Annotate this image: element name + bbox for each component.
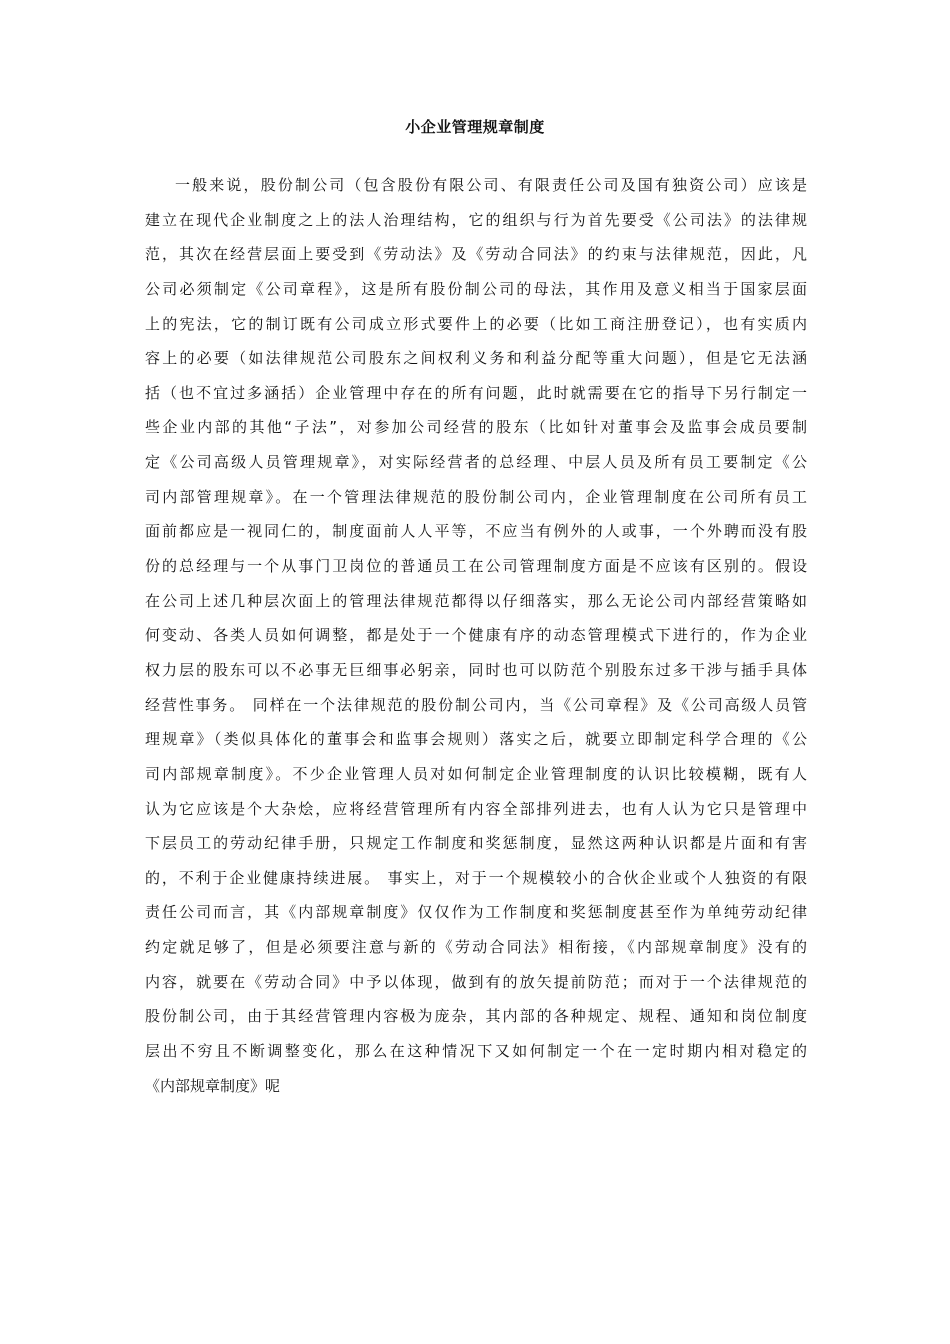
paragraph-line: 一般来说，股份制公司（包含股份有限公司、有限责任公司及国有独资公司）应该是: [175, 176, 807, 194]
paragraph-line: 在公司上述几种层次面上的管理法律规范都得以仔细落实，那么无论公司内部经营策略如: [145, 591, 807, 610]
paragraph-line: 认为它应该是个大杂烩，应将经营管理所有内容全部排列进去，也有人认为它只是管理中: [145, 799, 807, 818]
paragraph-line: 层出不穷且不断调整变化，那么在这种情况下又如何制定一个在一定时期内相对稳定的: [145, 1042, 807, 1061]
paragraph-line: 定《公司高级人员管理规章》，对实际经营者的总经理、中层人员及所有员工要制定《公: [145, 453, 807, 472]
paragraph-line: 上的宪法，它的制订既有公司成立形式要件上的必要（比如工商注册登记），也有实质内: [145, 314, 807, 333]
paragraph-line: 份的总经理与一个从事门卫岗位的普通员工在公司管理制度方面是不应该有区别的。假设: [145, 557, 807, 576]
paragraph-line: 公司必须制定《公司章程》，这是所有股份制公司的母法，其作用及意义相当于国家层面: [145, 279, 807, 298]
paragraph-line: 股份制公司，由于其经营管理内容极为庞杂，其内部的各种规定、规程、通知和岗位制度: [145, 1007, 807, 1026]
paragraph-line: 范，其次在经营层面上要受到《劳动法》及《劳动合同法》的约束与法律规范，因此，凡: [145, 245, 807, 264]
paragraph-line: 下层员工的劳动纪律手册，只规定工作制度和奖惩制度，显然这两种认识都是片面和有害: [145, 834, 807, 853]
paragraph-line: 括（也不宜过多涵括）企业管理中存在的所有问题，此时就需要在它的指导下另行制定一: [145, 383, 807, 402]
paragraph-line: 的，不利于企业健康持续进展。 事实上，对于一个规模较小的合伙企业或个人独资的有限: [145, 868, 807, 887]
paragraph-line: 经营性事务。 同样在一个法律规范的股份制公司内，当《公司章程》及《公司高级人员管: [145, 695, 807, 714]
paragraph-line: 理规章》（类似具体化的董事会和监事会规则）落实之后，就要立即制定科学合理的《公: [145, 730, 807, 749]
document-title: 小企业管理规章制度: [405, 118, 545, 136]
paragraph-line: 司内部规章制度》。不少企业管理人员对如何制定企业管理制度的认识比较模糊，既有人: [145, 764, 807, 783]
document-body: [145, 168, 807, 1103]
paragraph-line: 司内部管理规章》。在一个管理法律规范的股份制公司内，企业管理制度在公司所有员工: [145, 487, 807, 506]
paragraph-line: 容上的必要（如法律规范公司股东之间权利义务和利益分配等重大问题），但是它无法涵: [145, 349, 807, 368]
paragraph-line: 何变动、各类人员如何调整，都是处于一个健康有序的动态管理模式下进行的，作为企业: [145, 626, 807, 645]
paragraph-line: 面前都应是一视同仁的，制度面前人人平等，不应当有例外的人或事，一个外聘而没有股: [145, 522, 807, 541]
paragraph-line: 责任公司而言，其《内部规章制度》仅仅作为工作制度和奖惩制度甚至作为单纯劳动纪律: [145, 903, 807, 922]
paragraph-line: 《内部规章制度》呢: [145, 1076, 281, 1095]
paragraph-line: 内容，就要在《劳动合同》中予以体现，做到有的放矢提前防范；而对于一个法律规范的: [145, 972, 807, 991]
paragraph-line: 建立在现代企业制度之上的法人治理结构，它的组织与行为首先要受《公司法》的法律规: [145, 210, 807, 229]
paragraph-line: 些企业内部的其他“子法”，对参加公司经营的股东（比如针对董事会及监事会成员要制: [145, 418, 807, 437]
paragraph-line: 权力层的股东可以不必事无巨细事必躬亲，同时也可以防范个别股东过多干涉与插手具体: [145, 660, 807, 679]
paragraph-line: 约定就足够了，但是必须要注意与新的《劳动合同法》相衔接，《内部规章制度》没有的: [145, 938, 807, 957]
